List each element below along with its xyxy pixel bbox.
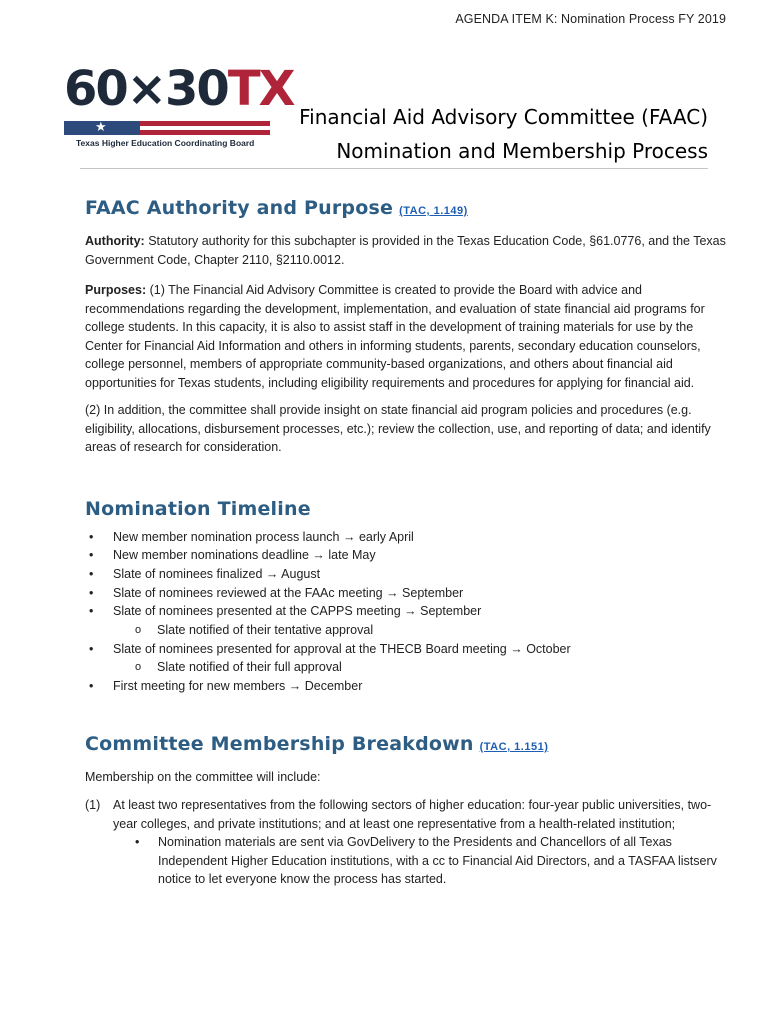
thecb-60x30tx-logo bbox=[64, 60, 294, 156]
purposes-text: (1) The Financial Aid Advisory Committee is created to provide the Board with advice and recommendations regarding the development, implementation, and evaluation of state financial aid programs for college students. In this capacity, it is also to assist staff in the development of training materials for use by the Center for Financial Aid Information and others in informing students, parents, secondary education counselors, college personnel, members of appropriate community-based organizations, and others about financial aid opportunities for Texas students, including eligibility requirements and procedures for applying for financial aid. bbox=[85, 283, 705, 390]
logo-flag-stripes bbox=[140, 121, 270, 135]
section-authority-title: FAAC Authority and Purpose bbox=[85, 197, 394, 219]
document-title bbox=[299, 100, 708, 168]
logo-tx-text: TX bbox=[227, 61, 294, 117]
timeline-subitem: o Slate notified of their tentative approval bbox=[85, 621, 730, 640]
authority-label: Authority: bbox=[85, 234, 145, 248]
timeline-item: • New member nominations deadline → late May bbox=[85, 546, 730, 565]
title-line-2: Nomination and Membership Process bbox=[336, 139, 708, 163]
agenda-header: AGENDA ITEM K: Nomination Process FY 2019 bbox=[455, 12, 726, 26]
star-icon: ★ bbox=[95, 119, 107, 134]
logo-main-text: 60×30 bbox=[64, 61, 228, 117]
timeline-item: • New member nomination process launch → early April bbox=[85, 528, 730, 547]
membership-item-1 bbox=[85, 796, 730, 833]
purposes-paragraph bbox=[85, 281, 730, 392]
title-line-1: Financial Aid Advisory Committee (FAAC) bbox=[299, 105, 708, 129]
section-membership-title: Committee Membership Breakdown bbox=[85, 732, 474, 755]
authority-paragraph bbox=[85, 232, 730, 269]
membership-item-text: At least two representatives from the following sectors of higher education: four-year public universities, two-year colleges, and private institutions; and at least one representative from a health-related institution; bbox=[113, 798, 712, 831]
tac-1-151-link[interactable]: (TAC, 1.151) bbox=[479, 740, 549, 753]
timeline-item: • Slate of nominees presented for approval at the THECB Board meeting → October bbox=[85, 640, 730, 659]
logo-wordmark bbox=[64, 60, 294, 118]
logo-flag-bar bbox=[64, 121, 270, 135]
timeline-item: • Slate of nominees reviewed at the FAAc meeting → September bbox=[85, 584, 730, 603]
section-timeline-heading: Nomination Timeline bbox=[85, 497, 311, 520]
authority-text: Statutory authority for this subchapter is provided in the Texas Education Code, §61.0776, and the Texas Government Code, Chapter 2110, §2110.0012. bbox=[85, 234, 726, 267]
purposes-paragraph-2: (2) In addition, the committee shall provide insight on state financial aid program policies and procedures (e.g. eligibility, allocations, disbursement processes, etc.); review the collection, use, and reporting of data; and identify areas of research for consideration. bbox=[85, 403, 711, 454]
purposes-label: Purposes: bbox=[85, 283, 147, 297]
tac-1-149-link[interactable]: (TAC, 1.149) bbox=[399, 205, 468, 217]
document-body bbox=[85, 197, 730, 889]
timeline-subitem: o Slate notified of their full approval bbox=[85, 658, 730, 677]
timeline-item: • Slate of nominees finalized → August bbox=[85, 565, 730, 584]
timeline-item: • First meeting for new members → December bbox=[85, 677, 730, 696]
membership-subitem: • Nomination materials are sent via GovDelivery to the Presidents and Chancellors of all Texas Independent Higher Education institutions, with a cc to Financial Aid Directors, and a TASFAA listserv notice to let everyone know the process has started. bbox=[85, 833, 730, 889]
section-membership-heading bbox=[85, 733, 730, 755]
title-divider bbox=[80, 168, 708, 169]
logo-flag-blue bbox=[64, 121, 140, 135]
membership-intro: Membership on the committee will include: bbox=[85, 769, 321, 784]
membership-item-number: (1) bbox=[85, 798, 101, 813]
timeline-item: • Slate of nominees presented at the CAPPS meeting → September bbox=[85, 602, 730, 621]
timeline-list bbox=[85, 528, 730, 696]
logo-subtitle: Texas Higher Education Coordinating Board bbox=[76, 138, 255, 148]
section-authority-heading bbox=[85, 197, 730, 219]
